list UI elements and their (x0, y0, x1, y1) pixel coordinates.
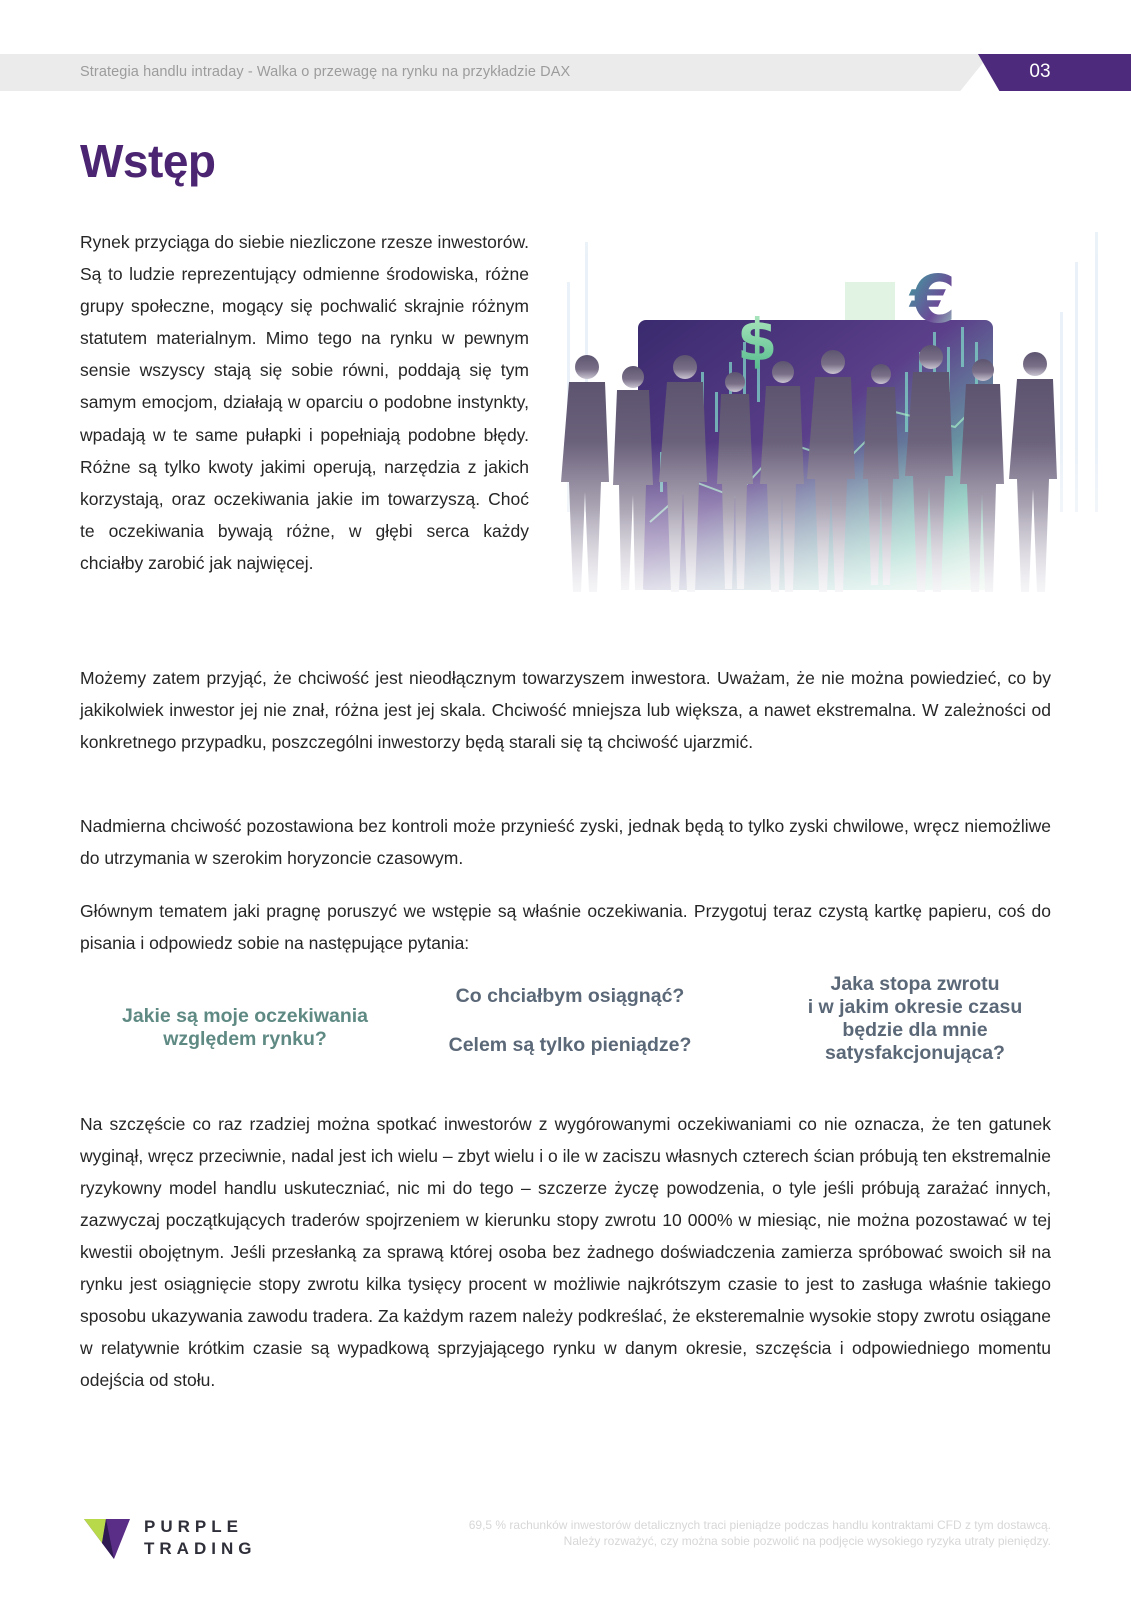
paragraph-greed: Możemy zatem przyjąć, że chciwość jest nieodłącznym towarzyszem inwestora. Uważam, że nie można powiedzieć, co by jakikolwiek inwestor jej nie znał, różna jest jej skala. Chciwość mniejsza lub większa, a nawet ekstremalna. W zależności od konkretnego przypadku, poszczególni inwestorzy będą starali się tą chciwość ujarzmić. (80, 668, 1051, 752)
header-title: Strategia handlu intraday - Walka o przewagę na rynku na przykładzie DAX (80, 64, 571, 80)
page-title: Wstęp (80, 135, 216, 187)
purple-trading-logo-icon (84, 1517, 132, 1561)
page-number: 03 (1029, 61, 1051, 82)
question-expectations: Jakie są moje oczekiwania względem rynku? (121, 1005, 369, 1050)
paragraph-excessive-greed: Nadmierna chciwość pozostawiona bez kontroli może przynieść zyski, jednak będą to tylko zyski chwilowe, wręcz niemożliwe do utrzymania w szerokim horyzoncie czasowym. (80, 816, 1051, 868)
question-return-rate: Jaka stopa zwrotu i w jakim okresie czasu będzie dla mnie satysfakcjonująca? (807, 973, 1023, 1064)
purple-trading-logo-text: PURPLE TRADING (144, 1517, 257, 1558)
question-achieve: Co chciałbym osiągnąć? (455, 985, 685, 1007)
intro-paragraph: Rynek przyciąga do siebie niezliczone rzesze inwestorów. Są to ludzie reprezentujący odmienne środowiska, różne grupy społeczne, mogący się pochwalić skrajnie różnym statutem materialnym. Mimo tego na rynku w pewnym sensie wszyscy stają się sobie równi, poddają się tym samym emocjom, działają w oparciu o podobne instynkty, wpadają w te same pułapki i popełniają podobne błędy. Różne są tylko kwoty jakimi operują, narzędzia z jakich korzystają, oraz oczekiwania jakie im towarzyszą. Choć te oczekiwania bywają różne, w głębi serca każdy chciałby zarobić jak najwięcej. (80, 232, 529, 573)
paragraph-expectations: Na szczęście co raz rzadziej można spotkać inwestorów z wygórowanymi oczekiwaniami co nie oznacza, że ten gatunek wyginął, wręcz przeciwnie, nadal jest ich wielu – zbyt wielu i o ile w zaciszu własnych czterech ścian próbują ten ekstremalnie ryzykowny model handlu uskuteczniać, nic mi do tego – szczerze życzę powodzenia, o tyle jeśli próbują zarażać innych, zazwyczaj początkujących traderów spojrzeniem w kierunku stopy zwrotu 10 000% w miesiąc, nie można pozostawać w tej kwestii obojętnym. Jeśli przesłanką za sprawą której osoba bez żadnego doświadczenia zamierza spróbować swoich sił na rynku jest osiągnięcie stopy zwrotu kilka tysięcy procent w możliwie najkrótszym czasie to jest to zasługa właśnie takiego sposobu ukazywania zawodu tradera. Za każdym razem należy podkreślać, że eksteremalnie wysokie stopy zwrotu osiągane w relatywnie krótkim czasie są wypadkową sprzyjającego rynku w danym okresie, szczęścia i odpowiedniego momentu odejścia od stołu. (80, 1114, 1051, 1390)
risk-disclaimer: 69,5 % rachunków inwestorów detalicznych traci pieniądze podczas handlu kontraktami CFD z tym dostawcą. Należy rozważyć, czy można sobie pozwolić na podjęcie wysokiego ryzyka utraty pieniędzy. (468, 1518, 1051, 1548)
investors-illustration (555, 222, 1115, 622)
question-money: Celem są tylko pieniądze? (448, 1034, 692, 1056)
paragraph-main-topic: Głównym tematem jaki pragnę poruszyć we wstępie są właśnie oczekiwania. Przygotuj teraz czystą kartkę papieru, coś do pisania i odpowiedz sobie na następujące pytania: (80, 901, 1051, 953)
